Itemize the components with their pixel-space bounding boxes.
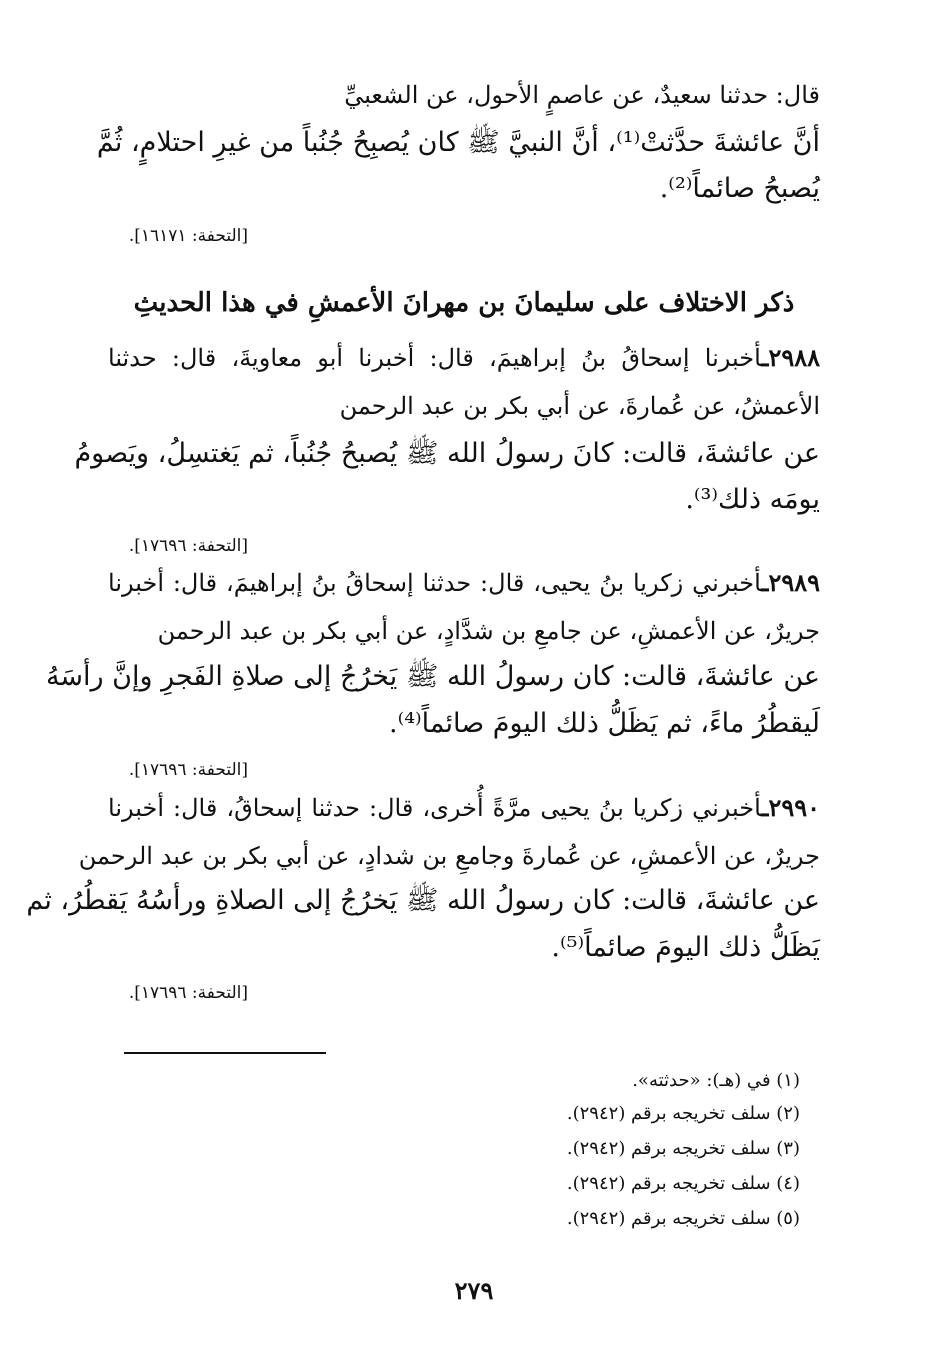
hadith-text-line: يُصبحُ صائماً⁽²⁾.	[659, 173, 820, 204]
isnad-line: جريرٌ، عن الأعمشِ، عن جامعِ بن شدَّادٍ، عن أبي بكر بن عبد الرحمن	[157, 617, 820, 645]
isnad-line: جريرٌ، عن الأعمشِ، عن عُمارةَ وجامعِ بن شدادٍ، عن أبي بكر بن عبد الرحمن	[78, 842, 820, 870]
tuhfa-reference: [التحفة: ١٧٦٩٦].	[128, 760, 248, 780]
hadith-isnad-line	[108, 791, 820, 825]
hadith-number: ٢٩٨٩ـ	[761, 568, 820, 597]
isnad-line: قال: حدثنا سعيدٌ، عن عاصمٍ الأحول، عن الشعبيِّ	[344, 81, 820, 109]
footnote-divider	[124, 1052, 326, 1054]
hadith-text-line: يَظَلُّ ذلك اليومَ صائماً⁽⁵⁾.	[551, 932, 820, 963]
hadith-text-line: عن عائشةَ، قالت: كان رسولُ الله ﷺ يَخرُجُ إلى صلاةِ الفَجرِ وإنَّ رأسَهُ	[45, 661, 820, 692]
hadith-text-line: أنَّ عائشةَ حدَّثتْ⁽¹⁾، أنَّ النبيَّ ﷺ كان يُصبِحُ جُنُباً من غيرِ احتلامٍ، ثُمَّ	[96, 127, 820, 158]
page-number: ٢٧٩	[454, 1276, 494, 1305]
footnote: (١) في (هـ): «حدثته».	[632, 1070, 800, 1091]
isnad-text: أخبرني زكريا بنُ يحيى مرَّةً أُخرى، قال: حدثنا إسحاقُ، قال: أخبرنا	[108, 794, 762, 822]
hadith-text-line: عن عائشةَ، قالت: كانَ رسولُ الله ﷺ يُصبحُ جُنُباً، ثم يَغتسِلُ، ويَصومُ	[74, 438, 820, 469]
footnote: (٥) سلف تخريجه برقم (٢٩٤٢).	[566, 1208, 800, 1229]
section-heading: ذكر الاختلاف على سليمانَ بن مهرانَ الأعمشِ في هذا الحديثِ	[133, 288, 795, 318]
hadith-text-line: لَيقطُرُ ماءً، ثم يَظَلُّ ذلك اليومَ صائماً⁽⁴⁾.	[389, 708, 820, 739]
hadith-text-line: يومَه ذلك⁽³⁾.	[685, 484, 820, 515]
footnote: (٣) سلف تخريجه برقم (٢٩٤٢).	[566, 1138, 800, 1159]
isnad-line: الأعمشُ، عن عُمارةَ، عن أبي بكر بن عبد الرحمن	[339, 392, 820, 420]
hadith-number: ٢٩٨٨ـ	[761, 343, 820, 372]
footnote: (٤) سلف تخريجه برقم (٢٩٤٢).	[566, 1173, 800, 1194]
footnote: (٢) سلف تخريجه برقم (٢٩٤٢).	[566, 1103, 800, 1124]
hadith-isnad-line	[108, 566, 820, 600]
tuhfa-reference: [التحفة: ١٦١٧١].	[128, 226, 248, 246]
isnad-text: أخبرني زكريا بنُ يحيى، قال: حدثنا إسحاقُ بنُ إبراهيمَ، قال: أخبرنا	[108, 569, 762, 597]
tuhfa-reference: [التحفة: ١٧٦٩٦].	[128, 536, 248, 556]
hadith-isnad-line	[108, 341, 820, 375]
hadith-text-line: عن عائشةَ، قالت: كان رسولُ الله ﷺ يَخرُجُ إلى الصلاةِ ورأسُهُ يَقطُرُ، ثم	[26, 885, 820, 916]
tuhfa-reference: [التحفة: ١٧٦٩٦].	[128, 983, 248, 1003]
isnad-text: أخبرنا إسحاقُ بنُ إبراهيمَ، قال: أخبرنا أبو معاويةَ، قال: حدثنا	[108, 344, 762, 372]
hadith-number: ٢٩٩٠ـ	[761, 793, 820, 822]
